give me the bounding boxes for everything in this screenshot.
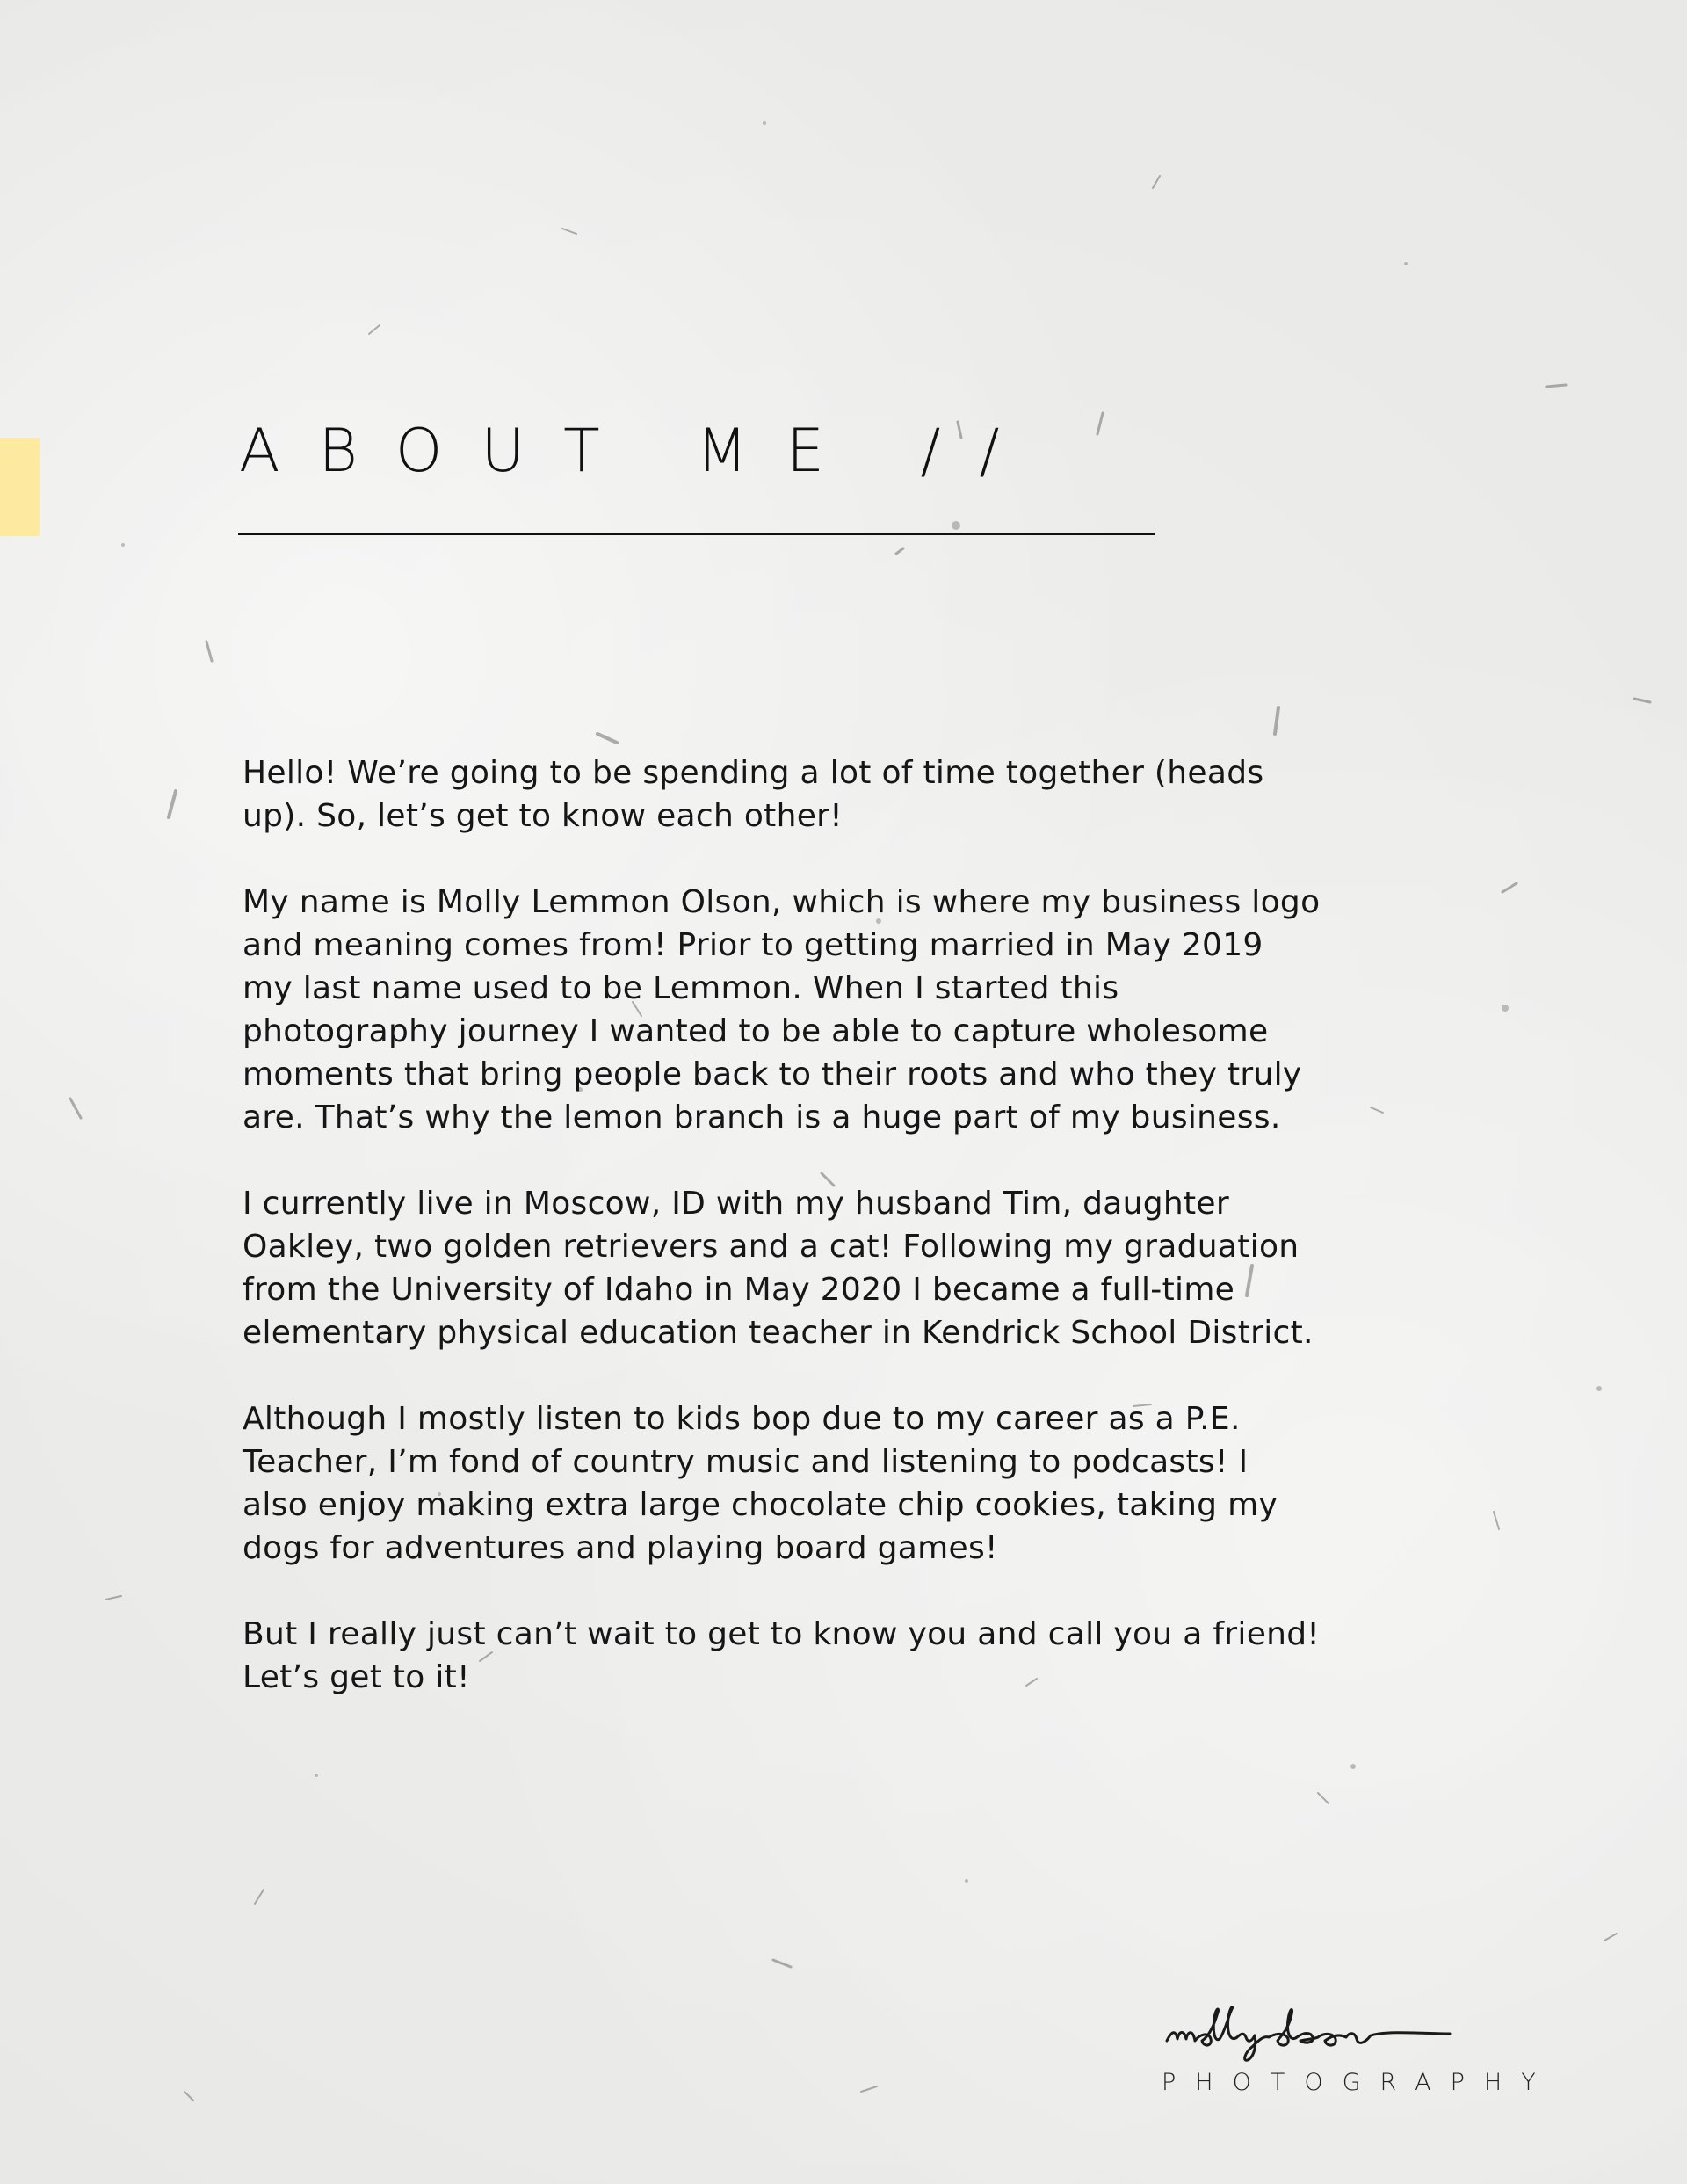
- paragraph-closing: But I really just can’t wait to get to know you and call you a friend! Let’s get to it!: [243, 1616, 1321, 1695]
- title-underline: [238, 533, 1155, 535]
- paragraph-name-meaning: My name is Molly Lemmon Olson, which is where my business logo and meaning comes from! Prior to getting married in May 2019 my last name used to be Lemmon. When I started this photography journey I wanted to be able to capture wholesome moments that bring people back to their roots and who they truly are. That’s why the lemon branch is a huge part of my business.: [243, 884, 1321, 1136]
- molly-olson-photography-logo: [1160, 1995, 1599, 2096]
- paragraph-intro: Hello! We’re going to be spending a lot of time together (heads up). So, let’s get to know each other!: [243, 755, 1264, 834]
- logo-script-signature: [1160, 1995, 1599, 2065]
- logo-subtitle: PHOTOGRAPHY: [1162, 2069, 1555, 2096]
- page-title: ABOUT ME //: [239, 417, 1039, 486]
- about-me-body: [243, 751, 1323, 1742]
- paragraph-family-career: I currently live in Moscow, ID with my husband Tim, daughter Oakley, two golden retrievers and a cat! Following my graduation from the University of Idaho in May 2020 I became a full-time elementary physical education teacher in Kendrick School District.: [243, 1186, 1314, 1351]
- yellow-accent-tab: [0, 438, 40, 536]
- paragraph-hobbies: Although I mostly listen to kids bop due to my career as a P.E. Teacher, I’m fond of country music and listening to podcasts! I also enjoy making extra large chocolate chip cookies, taking my dogs for adventures and playing board games!: [243, 1401, 1278, 1566]
